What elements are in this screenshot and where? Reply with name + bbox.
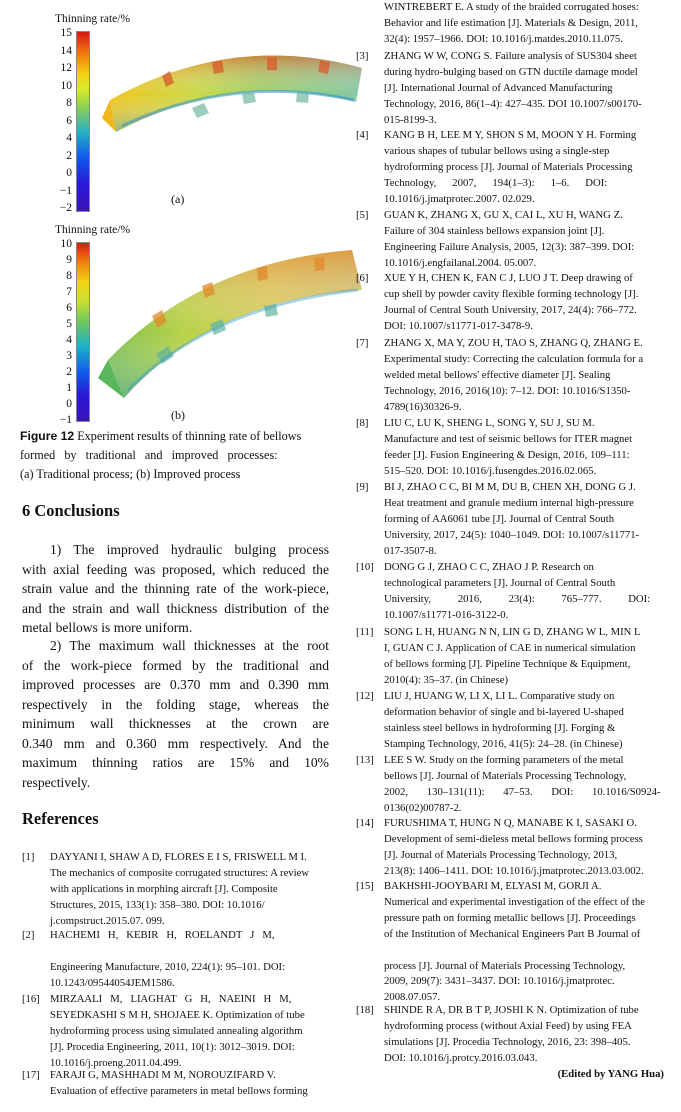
reference-line: LEE S W. Study on the forming parameters of the metal (384, 754, 624, 766)
reference-line: BAKHSHI-JOOYBARI M, ELYASI M, GORJI A. (384, 880, 602, 892)
reference-line: 32(4): 1957–1966. DOI: 10.1016/j.matdes.2010.11.075. (384, 32, 623, 45)
reference-line: [J]. Journal of Materials Processing Technology, 2013, (384, 848, 618, 861)
reference-line: SHINDE R A, DR B T P, JOSHI K N. Optimization of tube (384, 1004, 639, 1016)
colorbar-tick-label: 9 (66, 254, 72, 266)
reference-line: j.compstruct.2015.07. 099. (50, 914, 165, 927)
reference-line: [J]. Procedia Engineering, 2011, 10(1): 3012–3019. DOI: (50, 1040, 295, 1053)
reference-line: DOI: 10.1007/s11771-017-3478-9. (384, 319, 533, 332)
reference-line: pressure path on forming metallic bellows [J]. Proceedings (384, 911, 636, 924)
reference-line: hydroforming process (without Axial Feed) by using FEA (384, 1019, 632, 1032)
reference-number: [2] (22, 929, 35, 941)
reference-line: feeder [J]. Fusion Engineering & Design, 2016, 109–111: (384, 448, 630, 461)
reference-line: 10.1007/s11771-016-3122-0. (384, 608, 509, 621)
reference-line: 10.1016/j.jmatprotec.2007. 02.029. (384, 192, 535, 205)
reference-line: Experimental study: Correcting the calculation formula for a (384, 352, 644, 365)
reference-number: [8] (356, 417, 369, 429)
reference-line: 4789(16)30326-9. (384, 400, 462, 413)
caption-line-3: (a) Traditional process; (b) Improved process (20, 467, 241, 481)
reference-number: [4] (356, 129, 369, 141)
reference-line: during hydro-bulging based on GTN ductile damage model (384, 65, 638, 78)
paragraph-line: respectively. (22, 774, 91, 790)
colorbar-tick-label: 4 (66, 132, 72, 144)
paragraph-line: 1) The improved hydraulic bulging process (50, 542, 329, 557)
colorbar-tick-label: 2 (66, 149, 72, 162)
colorbar-tick-label: 7 (66, 286, 72, 298)
reference-line: 2002, 130–131(11): 47–53. DOI: 10.1016/S0924- (384, 785, 661, 798)
colorbar-tick-label: 10 (60, 238, 72, 250)
reference-line: University, 2017, 24(5): 1040–1049. DOI: 10.1007/s11771- (384, 528, 640, 541)
caption-line-2: formed by traditional and improved processes: (20, 448, 278, 462)
colorbar-tick-label: 2 (66, 366, 72, 378)
colorbar-tick-label: 12 (60, 62, 72, 74)
reference-number: [15] (356, 880, 374, 892)
reference-line: LIU C, LU K, SHENG L, SONG Y, SU J, SU M. (384, 417, 595, 429)
reference-line: LIU J, HUANG W, LI X, LI L. Comparative study on (384, 690, 615, 702)
reference-line: Structures, 2015, 133(1): 358–380. DOI: 10.1016/ (50, 898, 265, 911)
reference-line: 10.1016/j.proeng.2011.04.499. (50, 1056, 182, 1069)
conclusion-paragraph-1 (22, 540, 329, 638)
reference-line: HACHEMI H, KEBIR H, ROELANDT J M, (50, 929, 275, 941)
reference-line: SEYEDKASHI S M H, SHOJAEE K. Optimization of tube (50, 1008, 305, 1021)
colorbar-tick-label: 6 (66, 114, 72, 127)
reference-number: [5] (356, 209, 369, 221)
reference-number: [14] (356, 817, 374, 829)
reference-line: Evaluation of effective parameters in metal bellows forming (50, 1084, 308, 1097)
reference-line: 015-8199-3. (384, 113, 437, 126)
colorbar-tick-label: 0 (66, 398, 72, 410)
reference-number: [17] (22, 1069, 40, 1081)
caption-line-1: Experiment results of thinning rate of bellows (74, 429, 302, 443)
reference-number: [16] (22, 993, 40, 1005)
reference-line: with applications in morphing aircraft [J]. Composite (50, 882, 278, 895)
reference-number: [13] (356, 754, 374, 766)
reference-line: Journal of Central South University, 2017, 24(4): 766–772. (384, 303, 637, 316)
reference-line: Technology, 2016, 86(1–4): 427–435. DOI 10.1007/s00170- (384, 97, 642, 110)
reference-line: bellows [J]. Journal of Materials Processing Technology, (384, 769, 627, 782)
paragraph-line: 0.340 mm and 0.360 mm respectively. And the (22, 735, 329, 751)
reference-line: 2009, 209(7): 3431–3437. DOI: 10.1016/j.jmatprotec. (384, 975, 615, 988)
colorbar-tick-label: 8 (66, 97, 72, 109)
reference-line: hydroforming process using simulated annealing algorithm (50, 1024, 303, 1037)
reference-line: Numerical and experimental investigation of the effect of the (384, 895, 645, 908)
reference-line: welded metal bellows' effective diameter [J]. Sealing (384, 368, 611, 381)
paragraph-line: maximum thinning ratios are 15% and 10% (22, 755, 329, 770)
colorbar-tick-label: 10 (60, 79, 72, 92)
reference-line: Heat treatment and granule medium internal high-pressure (384, 496, 634, 509)
reference-line: Failure of 304 stainless bellows expansion joint [J]. (384, 224, 605, 237)
colorbar-tick-label: 5 (66, 318, 72, 330)
colorbar-tick-label: 6 (66, 302, 72, 314)
reference-line: FURUSHIMA T, HUNG N Q, MANABE K I, SASAKI O. (384, 817, 637, 829)
paragraph-line: improved processes are 0.370 mm and 0.390 mm (22, 677, 329, 692)
reference-line: KANG B H, LEE M Y, SHON S M, MOON Y H. Forming (384, 129, 637, 141)
colorbar-tick-label: 14 (60, 44, 72, 57)
colorbar-title-a: Thinning rate/% (55, 13, 131, 25)
reference-number: [7] (356, 337, 369, 349)
reference-number: [18] (356, 1004, 374, 1016)
colorbar-tick-label: −2 (59, 202, 72, 214)
reference-line: Engineering Failure Analysis, 2005, 12(3): 387–399. DOI: (384, 240, 635, 253)
colorbar-tick-label: 4 (66, 334, 72, 346)
panel-label-b: (b) (171, 408, 185, 422)
colorbar-b (76, 242, 90, 422)
reference-line: ZHANG W W, CONG S. Failure analysis of SUS304 sheet (384, 50, 637, 62)
paragraph-line: strain value and the thinning rate of the work-piece, (22, 581, 329, 596)
paragraph-line: with axial feeding was proposed, which reduced the (22, 561, 329, 577)
reference-line: stainless steel bellows in hydroforming [J]. Forging & (384, 721, 616, 734)
paragraph-line: minimum wall thicknesses at the crown are (22, 716, 329, 731)
edited-by: (Edited by YANG Hua) (557, 1068, 664, 1080)
section-heading-conclusions: 6 Conclusions (22, 501, 120, 520)
conclusion-paragraph-2 (22, 636, 329, 792)
reference-line: SONG L H, HUANG N N, LIN G D, ZHANG W L, MIN L (384, 626, 641, 638)
reference-line: of bellows forming [J]. Pipeline Technique & Equipment, (384, 657, 631, 670)
reference-line: 515–520. DOI: 10.1016/j.fusengdes.2016.02.065. (384, 464, 597, 477)
reference-line: DAYYANI I, SHAW A D, FLORES E I S, FRISWELL M I. (50, 851, 307, 863)
colorbar-tick-label: 8 (66, 270, 72, 282)
reference-line: process [J]. Journal of Materials Processing Technology, (384, 959, 626, 972)
reference-line: Technology, 2016, 2016(10): 7–12. DOI: 10.1016/S1350- (384, 384, 631, 397)
colorbar-tick-label: −1 (59, 414, 72, 426)
reference-line: cup shell by powder cavity flexible forming technology [J]. (384, 287, 639, 300)
colorbar-tick-label: 1 (66, 382, 72, 394)
reference-line: 213(8): 1406–1411. DOI: 10.1016/j.jmatprotec.2013.03.002. (384, 864, 644, 877)
reference-line: ZHANG X, MA Y, ZOU H, TAO S, ZHANG Q, ZHANG E. (384, 337, 643, 349)
colorbar-a (76, 31, 90, 212)
reference-line: technological parameters [J]. Journal of Central South (384, 576, 616, 589)
reference-line: FARAJI G, MASHHADI M M, NOROUZIFARD V. (50, 1069, 276, 1081)
reference-number: [11] (356, 626, 374, 638)
reference-number: [10] (356, 561, 374, 573)
colorbar-tick-label: −1 (59, 184, 72, 197)
figure-label: Figure 12 (20, 429, 75, 443)
reference-number: [12] (356, 690, 374, 702)
reference-number: [3] (356, 50, 369, 62)
reference-line: 2008.07.057. (384, 991, 441, 1004)
colorbar-tick-label: 0 (66, 167, 72, 179)
reference-line: Engineering Manufacture, 2010, 224(1): 95–101. DOI: (50, 960, 286, 973)
reference-line: hydroforming process [J]. Journal of Materials Processing (384, 160, 633, 173)
reference-line: forming of AA6061 tube [J]. Journal of Central South (384, 512, 615, 525)
colorbar-title-b: Thinning rate/% (55, 224, 131, 236)
reference-line: 10.1243/09544054JEM1586. (50, 976, 175, 989)
reference-number: [6] (356, 272, 369, 284)
reference-line: Stamping Technology, 2016, 41(5): 24–28. (in Chinese) (384, 737, 623, 750)
colorbar-tick-label: 15 (60, 27, 72, 39)
reference-line: University, 2016, 23(4): 765–777. DOI: (384, 592, 651, 605)
paragraph-line: 2) The maximum wall thicknesses at the root (50, 638, 329, 653)
reference-line: MIRZAALI M, LIAGHAT G H, NAEINI H M, (50, 993, 292, 1005)
reference-line: deformation behavior of single and bi-layered U-shaped (384, 705, 624, 718)
reference-line: of the Institution of Mechanical Engineers Part B Journal of (384, 927, 641, 940)
reference-line: DONG G J, ZHAO C C, ZHAO J P. Research on (384, 561, 594, 573)
reference-line: Manufacture and test of seismic bellows for ITER magnet (384, 432, 633, 445)
reference-line: XUE Y H, CHEN K, FAN C J, LUO J T. Deep drawing of (384, 272, 633, 284)
reference-line: [J]. International Journal of Advanced Manufacturing (384, 81, 613, 94)
paragraph-line: metal bellows is more uniform. (22, 620, 193, 635)
reference-line: WINTREBERT E. A study of the braided corrugated hoses: (384, 1, 639, 13)
reference-line: Development of semi-dieless metal bellows forming process (384, 832, 643, 845)
references-heading: References (22, 809, 99, 828)
reference-line: various shapes of tubular bellows using a single-step (384, 144, 610, 157)
reference-line: The mechanics of composite corrugated structures: A review (50, 866, 310, 879)
paragraph-line: of the work-piece formed by the traditional and (22, 657, 329, 673)
reference-line: I, GUAN C J. Application of CAE in numerical simulation (384, 641, 636, 654)
reference-line: 0136(02)00787-2. (384, 801, 462, 814)
colorbar-tick-label: 3 (66, 350, 72, 362)
paragraph-line: and the strain and wall thickness distribution of the (22, 600, 329, 616)
reference-line: BI J, ZHAO C C, BI M M, DU B, CHEN XH, DONG G J. (384, 481, 636, 493)
reference-line: 017-3507-8. (384, 544, 437, 557)
reference-line: Technology, 2007, 194(1–3): 1–6. DOI: (384, 176, 608, 189)
reference-line: DOI: 10.1016/j.protcy.2016.03.043. (384, 1051, 538, 1064)
reference-number: [1] (22, 851, 35, 863)
reference-line: Behavior and life estimation [J]. Materials & Design, 2011, (384, 16, 638, 29)
reference-line: simulations [J]. Procedia Technology, 2016, 23: 398–405. (384, 1035, 631, 1048)
bellows-contour-a (92, 40, 392, 180)
reference-line: 2010(4): 35–37. (in Chinese) (384, 673, 509, 686)
paragraph-line: respectively in the folding stage, whereas the (22, 696, 329, 712)
reference-number: [9] (356, 481, 369, 493)
panel-label-a: (a) (171, 192, 185, 206)
reference-line: 10.1016/j.engfailanal.2004. 05.007. (384, 256, 537, 269)
reference-line: GUAN K, ZHANG X, GU X, CAI L, XU H, WANG Z. (384, 209, 623, 221)
figure-caption (20, 427, 328, 484)
